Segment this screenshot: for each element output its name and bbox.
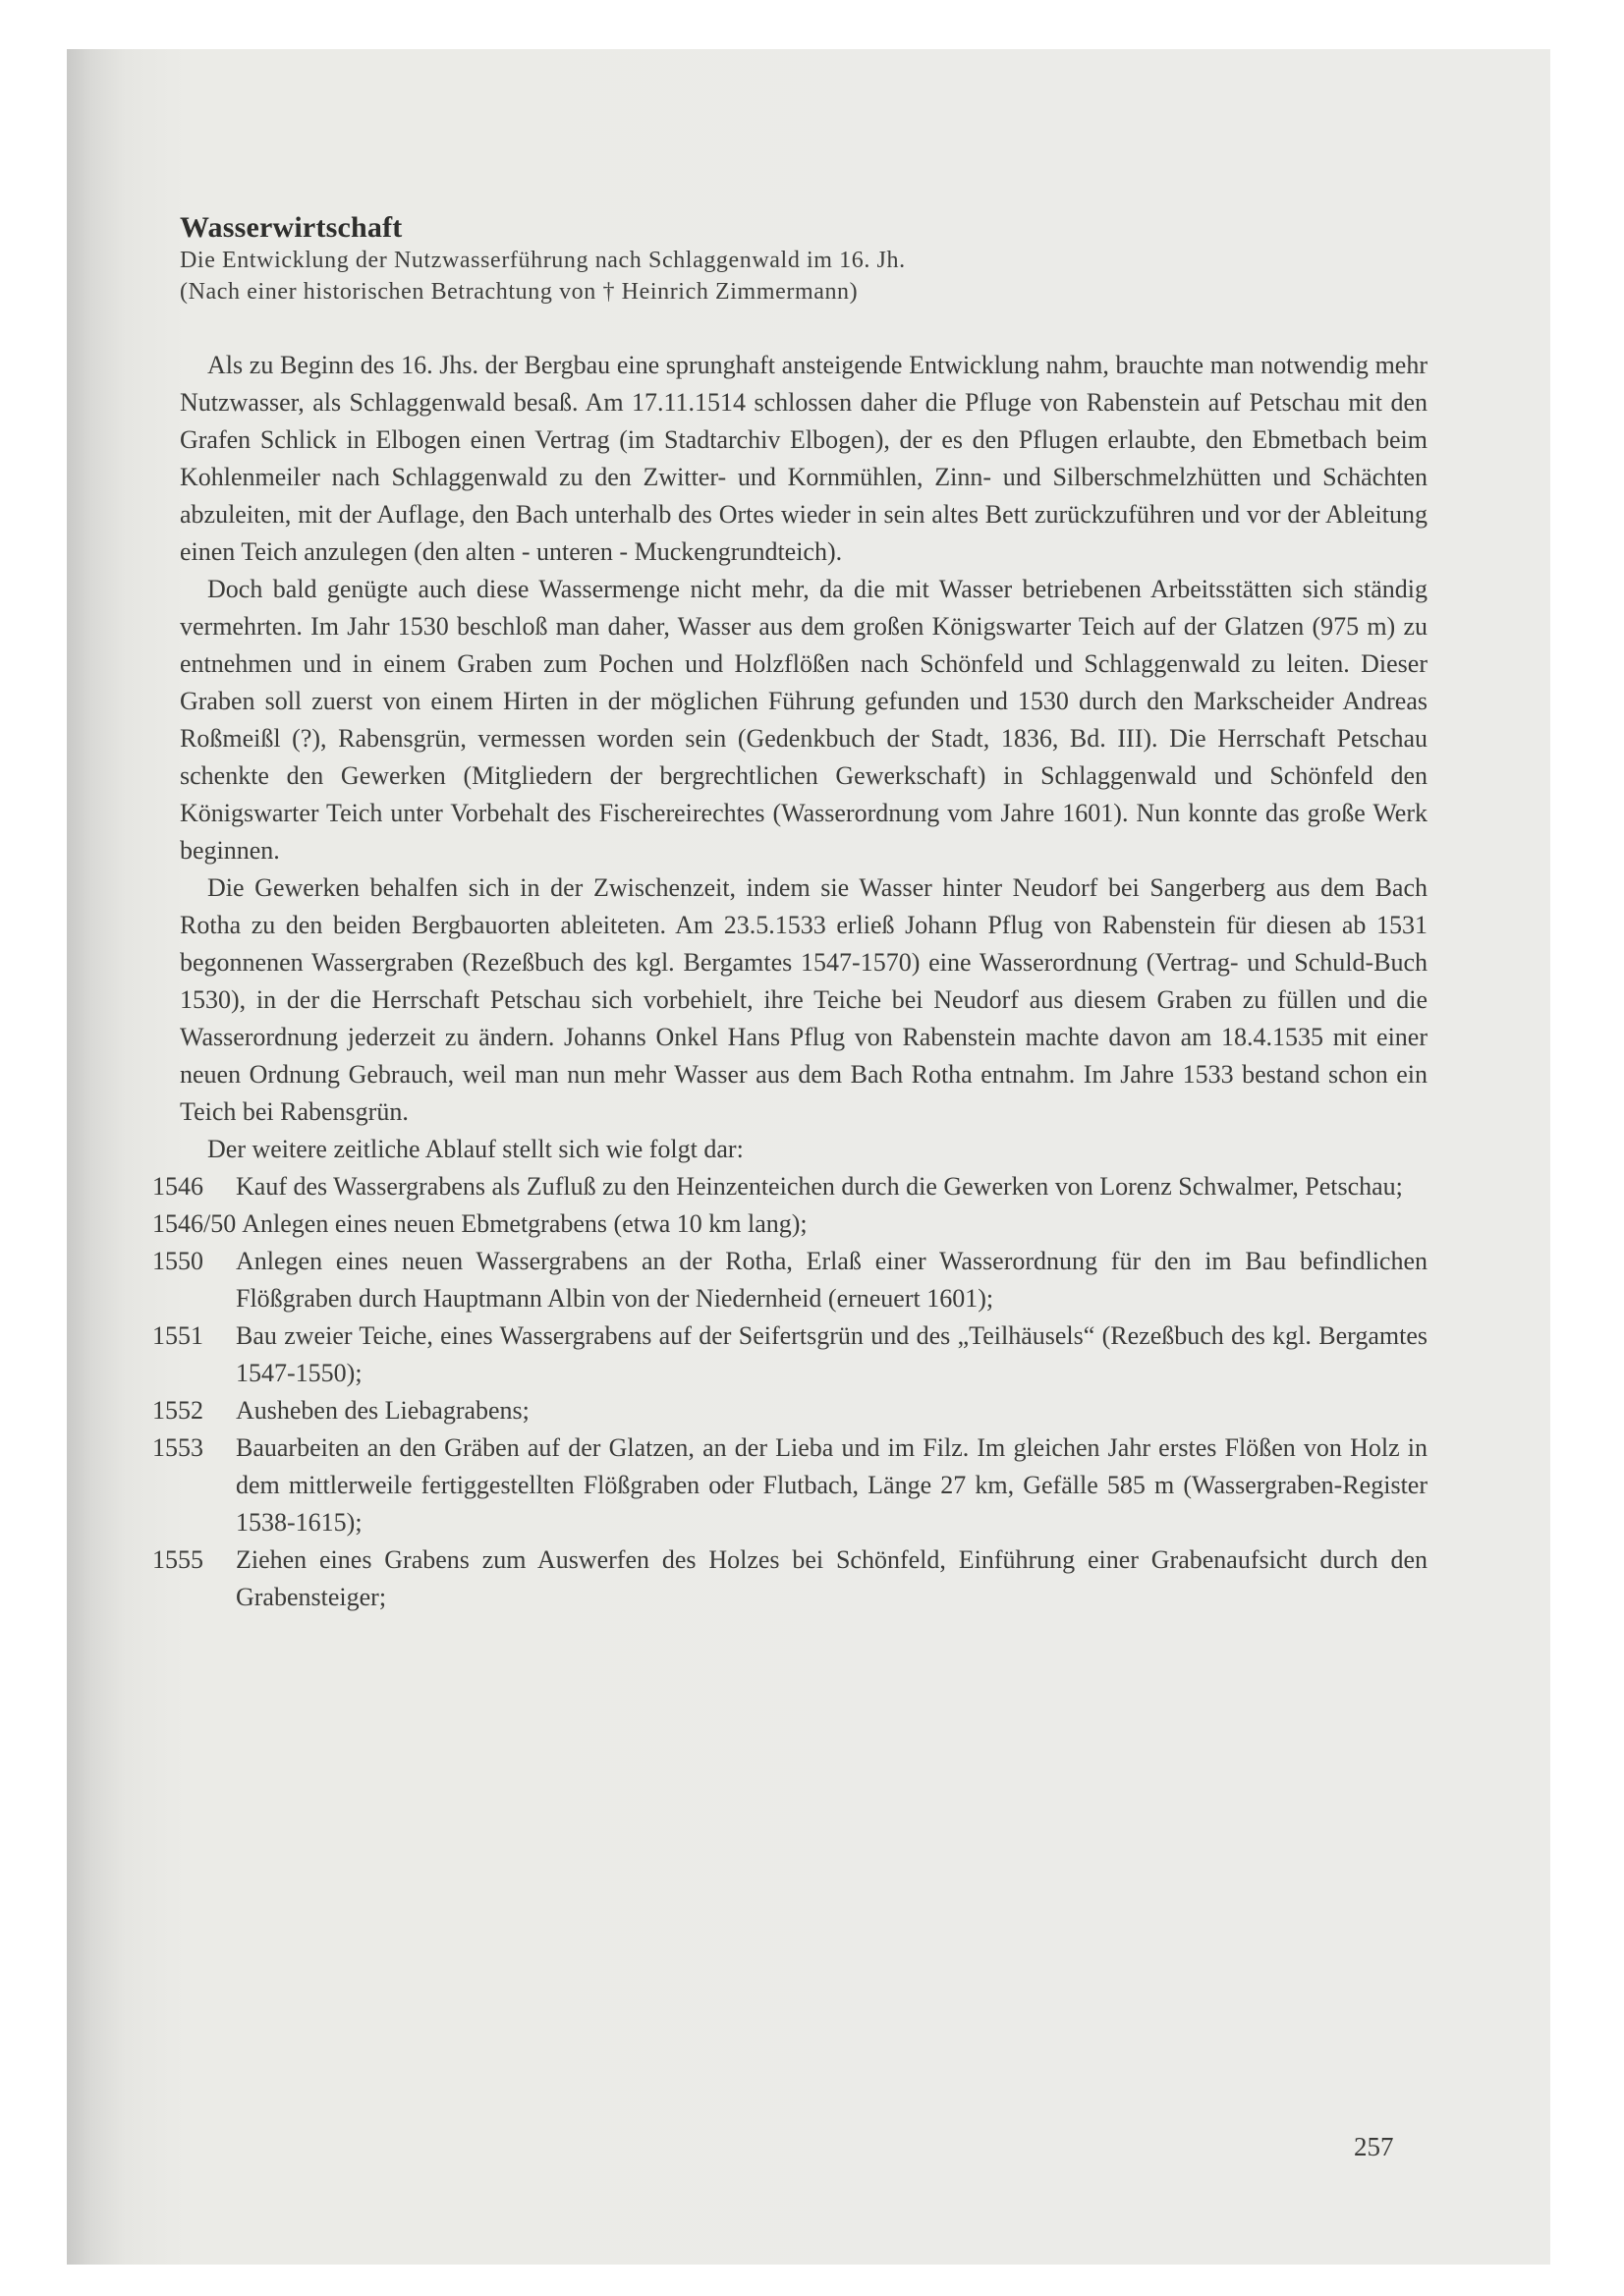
timeline-text: Anlegen eines neuen Wassergrabens an der Rotha, Erlaß einer Wasserordnung für den im Bau befindlichen Flößgraben durch Hauptmann Albin von der Niedernheid (erneuert 1601); [236, 1247, 1428, 1313]
timeline-year: 1546/50 [152, 1209, 237, 1238]
timeline-entry [152, 1205, 1428, 1243]
timeline-year: 1553 [152, 1433, 203, 1462]
body-text [152, 347, 1428, 1616]
timeline-year: 1546 [152, 1172, 203, 1201]
timeline-year: 1552 [152, 1396, 203, 1425]
paragraph-2: Doch bald genügte auch diese Wassermenge nicht mehr, da die mit Wasser betriebenen Arbeitsstätten sich ständig vermehrten. Im Jahr 1530 beschloß man daher, Wasser aus dem großen Königswarter Teich auf der Glatzen (975 m) zu entnehmen und in einem Graben zum Pochen und Holzflößen nach Schönfeld und Schlaggenwald zu leiten. Dieser Graben soll zuerst von einem Hirten in der möglichen Führung gefunden und 1530 durch den Markscheider Andreas Roßmeißl (?), Rabensgrün, vermessen worden sein (Gedenkbuch der Stadt, 1836, Bd. III). Die Herrschaft Petschau schenkte den Gewerken (Mitgliedern der bergrechtlichen Gewerkschaft) in Schlaggenwald und Schönfeld den Königswarter Teich unter Vorbehalt des Fischereirechtes (Wasserordnung vom Jahre 1601). Nun konnte das große Werk beginnen. [180, 575, 1428, 865]
timeline-year: 1550 [152, 1247, 203, 1275]
timeline-year: 1555 [152, 1545, 203, 1574]
page-number: 257 [1354, 2132, 1394, 2161]
timeline-year: 1551 [152, 1321, 203, 1350]
timeline-entry [152, 1541, 1428, 1616]
timeline-text: Bau zweier Teiche, eines Wassergrabens auf der Seifertsgrün und des „Teilhäusels“ (Rezeßbuch des kgl. Bergamtes 1547-1550); [236, 1321, 1428, 1387]
timeline-text: Ausheben des Liebagrabens; [236, 1396, 530, 1425]
section-title: Wasserwirtschaft [180, 211, 403, 244]
timeline-text: Kauf des Wassergrabens als Zufluß zu den Heinzenteichen durch die Gewerken von Lorenz Schwalmer, Petschau; [236, 1172, 1403, 1201]
timeline-text: Bauarbeiten an den Gräben auf der Glatzen, an der Lieba und im Filz. Im gleichen Jahr erstes Flößen von Holz in dem mittlerweile fertiggestellten Flößgraben oder Flutbach, Länge 27 km, Gefälle 585 m (Wassergraben-Register 1538-1615); [236, 1433, 1428, 1537]
timeline-entry [152, 1317, 1428, 1392]
scanned-page [67, 49, 1550, 2265]
timeline-entry [152, 1429, 1428, 1541]
paragraph-3: Die Gewerken behalfen sich in der Zwischenzeit, indem sie Wasser hinter Neudorf bei Sangerberg aus dem Bach Rotha zu den beiden Bergbauorten ableiteten. Am 23.5.1533 erließ Johann Pflug von Rabenstein für diesen ab 1531 begonnenen Wassergraben (Rezeßbuch des kgl. Bergamtes 1547-1570) eine Wasserordnung (Vertrag- und Schuld-Buch 1530), in der die Herrschaft Petschau sich vorbehielt, ihre Teiche bei Neudorf aus diesem Graben zu füllen und die Wasserordnung jederzeit zu ändern. Johanns Onkel Hans Pflug von Rabenstein machte davon am 18.4.1535 mit einer neuen Ordnung Gebrauch, weil man nun mehr Wasser aus dem Bach Rotha entnahm. Im Jahre 1533 bestand schon ein Teich bei Rabensgrün. [180, 873, 1428, 1126]
timeline-entry [152, 1243, 1428, 1317]
page-content [152, 211, 1428, 1616]
author-attribution: (Nach einer historischen Betrachtung von † Heinrich Zimmermann) [180, 279, 859, 305]
paragraph-4: Der weitere zeitliche Ablauf stellt sich wie folgt dar: [207, 1135, 744, 1163]
timeline-text: Ziehen eines Grabens zum Auswerfen des Holzes bei Schönfeld, Einführung einer Grabenaufsicht durch den Grabensteiger; [236, 1545, 1428, 1611]
timeline-text: Anlegen eines neuen Ebmetgrabens (etwa 10 km lang); [242, 1209, 808, 1238]
timeline-list [152, 1168, 1428, 1616]
section-subtitle: Die Entwicklung der Nutzwasserführung nach Schlaggenwald im 16. Jh. [180, 248, 906, 273]
timeline-entry [152, 1168, 1428, 1205]
paragraph-1: Als zu Beginn des 16. Jhs. der Bergbau eine sprunghaft ansteigende Entwicklung nahm, brauchte man notwendig mehr Nutzwasser, als Schlaggenwald besaß. Am 17.11.1514 schlossen daher die Pfluge von Rabenstein auf Petschau mit den Grafen Schlick in Elbogen einen Vertrag (im Stadtarchiv Elbogen), der es den Pflugen erlaubte, den Ebmetbach beim Kohlenmeiler nach Schlaggenwald zu den Zwitter- und Kornmühlen, Zinn- und Silberschmelzhütten und Schächten abzuleiten, mit der Auflage, den Bach unterhalb des Ortes wieder in sein altes Bett zurückzuführen und vor der Ableitung einen Teich anzulegen (den alten - unteren - Muckengrundteich). [180, 351, 1428, 566]
timeline-entry [152, 1392, 1428, 1429]
